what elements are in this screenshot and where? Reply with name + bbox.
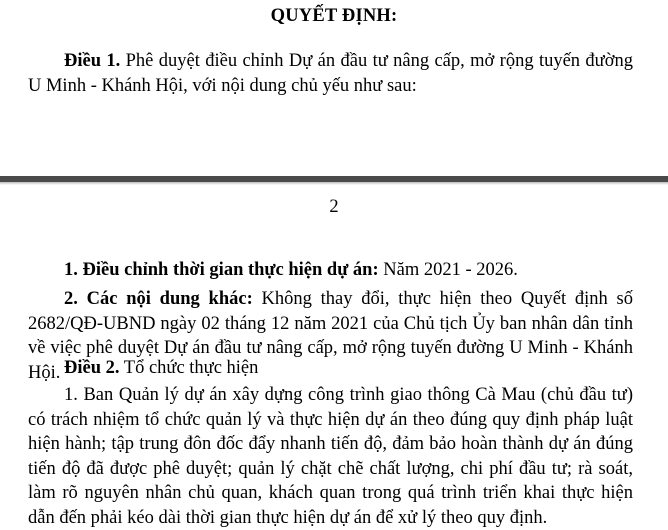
item-1-text: Năm 2021 - 2026. <box>378 260 518 280</box>
item-2-text: Không thay đổi, thực hiện theo Quyết định số 2682/QĐ-UBND ngày 02 tháng 12 năm 2021 của Chủ tịch Ủy ban nhân dân tỉnh về việc phê duyệt Dự án đầu tư nâng cấp, mở rộng tuyến đường U Minh - Khánh Hội. <box>28 289 633 383</box>
article-1-paragraph <box>28 49 633 98</box>
item-1-label: 1. Điều chỉnh thời gian thực hiện dự án: <box>64 260 379 280</box>
decision-heading: QUYẾT ĐỊNH: <box>270 6 398 26</box>
page-number: 2 <box>329 197 339 217</box>
article-2-item-1-paragraph: 1. Ban Quản lý dự án xây dựng công trình giao thông Cà Mau (chủ đầu tư) có trách nhiệm tổ chức quản lý và thực hiện dự án theo đúng quy định pháp luật hiện hành; tập trung đôn đốc đẩy nhanh tiến độ, đảm bảo hoàn thành dự án đúng tiến độ đã được phê duyệt; quản lý chặt chẽ chất lượng, chi phí đầu tư; rà soát, làm rõ nguyên nhân chủ quan, khách quan trong quá trình triển khai thực hiện dẫn đến phải kéo dài thời gian thực hiện dự án để xử lý theo quy định. <box>28 385 633 528</box>
article-2-text: Tổ chức thực hiện <box>119 358 259 378</box>
document-page-2 <box>0 185 668 528</box>
document-page-1 <box>0 0 668 176</box>
article-2-label: Điều 2. <box>64 358 120 378</box>
article-2-paragraph <box>28 356 633 381</box>
item-2-label: 2. Các nội dung khác: <box>64 289 253 309</box>
item-1-paragraph <box>28 258 633 283</box>
article-1-text: Phê duyệt điều chỉnh Dự án đầu tư nâng cấp, mở rộng tuyến đường U Minh - Khánh Hội, với nội dung chủ yếu như sau: <box>28 51 633 96</box>
article-1-label: Điều 1. <box>64 51 121 71</box>
